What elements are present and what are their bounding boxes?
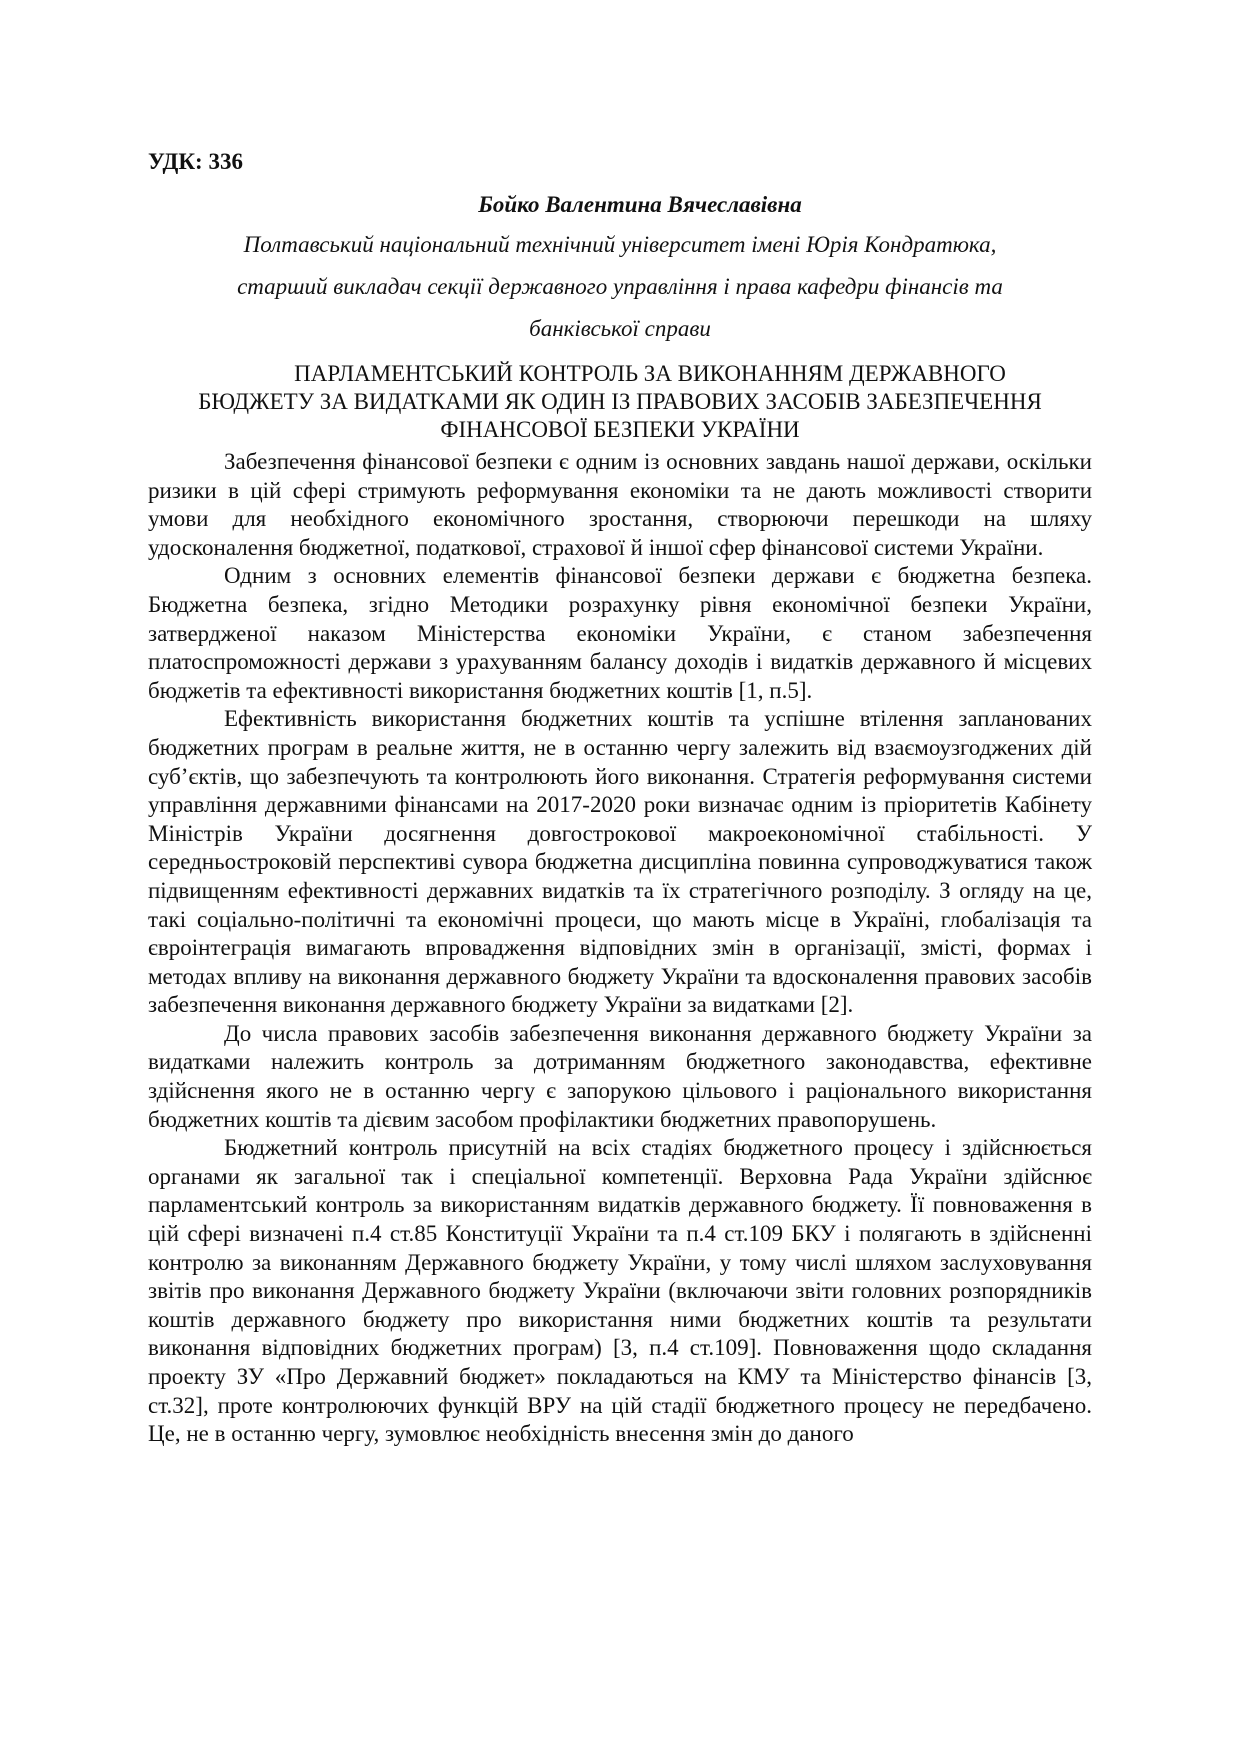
author-name: Бойко Валентина Вячеславівна <box>478 192 802 217</box>
affiliation-line: старший викладач секції державного управління і права кафедри фінансів та <box>237 274 1003 299</box>
affiliation-line: Полтавський національний технічний університет імені Юрія Кондратюка, <box>243 232 997 257</box>
body-paragraph: Ефективність використання бюджетних коштів та успішне втілення запланованих бюджетних програм в реальне життя, не в останню чергу залежить від взаємоузгоджених дій суб’єктів, що забезпечують та контролюють його виконання. Стратегія реформування системи управління державними фінансами на 2017-2020 роки визначає одним із пріоритетів Кабінету Міністрів України досягнення довгострокової макроекономічної стабільності. У середньостроковій перспективі сувора бюджетна дисципліна повинна супроводжуватися також підвищенням ефективності державних видатків та їх стратегічного розподілу. З огляду на це, такі соціально-політичні та економічні процеси, що мають місце в Україні, глобалізація та євроінтеграція вимагають впровадження відповідних змін в організації, змісті, формах і методах впливу на виконання державного бюджету України та вдосконалення правових засобів забезпечення виконання державного бюджету України за видатками [2]. <box>148 706 1092 1018</box>
affiliation-line: банківської справи <box>529 316 711 341</box>
article-title <box>148 360 1092 444</box>
title-line: БЮДЖЕТУ ЗА ВИДАТКАМИ ЯК ОДИН ІЗ ПРАВОВИХ ЗАСОБІВ ЗАБЕЗПЕЧЕННЯ <box>198 389 1042 414</box>
body-paragraph: До числа правових засобів забезпечення виконання державного бюджету України за видатками належить контроль за дотриманням бюджетного законодавства, ефективне здійснення якого не в останню чергу є запорукою цільового і раціонального використання бюджетних коштів та дієвим засобом профілактики бюджетних правопорушень. <box>148 1020 1092 1132</box>
title-line: ФІНАНСОВОЇ БЕЗПЕКИ УКРАЇНИ <box>440 417 800 442</box>
title-line: ПАРЛАМЕНТСЬКИЙ КОНТРОЛЬ ЗА ВИКОНАННЯМ ДЕРЖАВНОГО <box>294 361 1006 386</box>
body-paragraph: Одним з основних елементів фінансової безпеки держави є бюджетна безпека. Бюджетна безпека, згідно Методики розрахунку рівня економічної безпеки України, затвердженої наказом Міністерства економіки України, є станом забезпечення платоспроможності держави з урахуванням балансу доходів і видатків державного й місцевих бюджетів та ефективності використання бюджетних коштів [1, п.5]. <box>148 563 1092 703</box>
udk-code: УДК: 336 <box>148 149 243 174</box>
author-affiliation <box>148 220 1092 350</box>
author-block <box>148 190 1092 350</box>
body-paragraph: Бюджетний контроль присутній на всіх стадіях бюджетного процесу і здійснюється органами як загальної так і спеціальної компетенції. Верховна Рада України здійснює парламентський контроль за використанням видатків державного бюджету. Її повноваження в цій сфері визначені п.4 ст.85 Конституції України та п.4 ст.109 БКУ і полягають в здійсненні контролю за виконанням Державного бюджету України, у тому числі шляхом заслуховування звітів про виконання Державного бюджету України (включаючи звіти головних розпорядників коштів державного бюджету про використання ними бюджетних коштів та результати виконання відповідних бюджетних програм) [3, п.4 ст.109]. Повноваження щодо складання проекту ЗУ «Про Державний бюджет» покладаються на КМУ та Міністерство фінансів [3, ст.32], проте контролюючих функцій ВРУ на цій стадії бюджетного процесу не передбачено. Це, не в останню чергу, зумовлює необхідність внесення змін до даного <box>148 1135 1092 1447</box>
body-paragraph: Забезпечення фінансової безпеки є одним із основних завдань нашої держави, оскільки ризики в цій сфері стримують реформування економіки та не дають можливості створити умови для необхідного економічного зростання, створюючи перешкоди на шляху удосконалення бюджетної, податкової, страхової й іншої сфер фінансової системи України. <box>148 449 1092 560</box>
article-body <box>148 448 1092 1449</box>
